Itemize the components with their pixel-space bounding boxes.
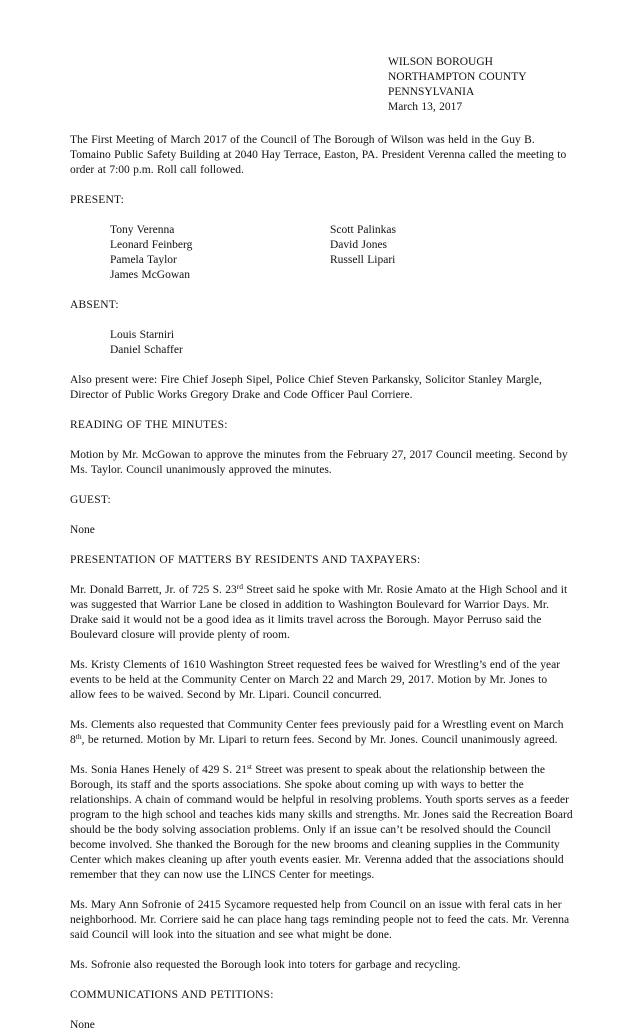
guest-heading: GUEST: (70, 494, 111, 506)
document-header (388, 55, 575, 115)
henely-text-post: Street was present to speak about the relationship between the Borough, its staff and the sports associations. She spoke about coming up with ways to better the relationships. A chain of command would be helpful in resolving problems. Youth sports serves as a feeder program to the high school and teaches kids many skills and strengths. Mr. Jones said the Recreation Board should be the body solving association problems. Only if an issue can’t be resolved should the Council become involved. She thanked the Borough for the new brooms and cleaning supplies in the Community Center which makes cleaning up after youth events easier. Mr. Verenna added that the associations should remember that they can now use the LINCS Center for meetings. (70, 764, 573, 881)
intro-paragraph: The First Meeting of March 2017 of the Council of The Borough of Wilson was held in the Guy B. Tomaino Public Safety Building at 2040 Hay Terrace, Easton, PA. President Verenna called the meeting to order at 7:00 p.m. Roll call followed. (70, 134, 567, 176)
guest-body: None (70, 524, 95, 536)
present-name: Leonard Feinberg (110, 239, 193, 251)
present-column-2 (330, 223, 550, 283)
reading-of-minutes-heading: READING OF THE MINUTES: (70, 419, 228, 431)
presentation-heading: PRESENTATION OF MATTERS BY RESIDENTS AND TAXPAYERS: (70, 554, 421, 566)
barrett-ordinal-suffix: rd (236, 582, 243, 591)
clements-paragraph-1: Ms. Kristy Clements of 1610 Washington Street requested fees be waived for Wrestling’s end of the year events to be held at the Community Center on March 22 and March 29, 2017. Motion by Mr. Jones to allow fees to be waived. Second by Mr. Lipari. Council concurred. (70, 659, 561, 701)
sofronie-paragraph-1: Ms. Mary Ann Sofronie of 2415 Sycamore requested help from Council on an issue with feral cats in her neighborhood. Mr. Corriere said he can place hang tags reminding people not to feed the cats. Mr. Verenna said Council will look into the situation and see what might be done. (70, 899, 570, 941)
present-name: Scott Palinkas (330, 224, 396, 236)
header-county: NORTHAMPTON COUNTY (388, 71, 527, 83)
header-date: March 13, 2017 (388, 101, 463, 113)
present-name: Russell Lipari (330, 254, 396, 266)
absent-name: Daniel Schaffer (110, 344, 183, 356)
clements2-ordinal-suffix: th (75, 732, 82, 741)
henely-text-pre: Ms. Sonia Hanes Henely of 429 S. 21 (70, 764, 247, 776)
present-name: James McGowan (110, 269, 191, 281)
also-present-paragraph: Also present were: Fire Chief Joseph Sipel, Police Chief Steven Parkansky, Solicitor Stanley Margle, Director of Public Works Gregory Drake and Code Officer Paul Corriere. (70, 374, 542, 401)
henely-ordinal-suffix: st (246, 762, 252, 771)
absent-heading: ABSENT: (70, 299, 119, 311)
present-name: David Jones (330, 239, 388, 251)
header-state: PENNSYLVANIA (388, 86, 475, 98)
present-name: Pamela Taylor (110, 254, 177, 266)
absent-names (110, 328, 575, 358)
barrett-paragraph (70, 583, 575, 643)
barrett-text-pre: Mr. Donald Barrett, Jr. of 725 S. 23 (70, 584, 237, 596)
present-names (110, 223, 575, 283)
absent-name: Louis Starniri (110, 329, 175, 341)
present-name: Tony Verenna (110, 224, 175, 236)
present-column-1 (110, 223, 330, 283)
present-heading: PRESENT: (70, 194, 125, 206)
sofronie-paragraph-2: Ms. Sofronie also requested the Borough look into toters for garbage and recycling. (70, 959, 461, 971)
clements2-text-post: , be returned. Motion by Mr. Lipari to return fees. Second by Mr. Jones. Council unanimously agreed. (81, 734, 558, 746)
barrett-text-post: Street said he spoke with Mr. Rosie Amato at the High School and it was suggested that Warrior Lane be closed in addition to Washington Boulevard for Warrior Days. Mr. Drake said it would not be a good idea as it limits travel across the Borough. Mayor Perruso said the Boulevard closure will provide plenty of room. (70, 584, 568, 641)
header-borough: WILSON BOROUGH (388, 56, 493, 68)
communications-heading: COMMUNICATIONS AND PETITIONS: (70, 989, 274, 1001)
clements2-text-pre: Ms. Clements also requested that Community Center fees previously paid for a Wrestling event on March 8 (70, 719, 564, 746)
reading-of-minutes-paragraph: Motion by Mr. McGowan to approve the minutes from the February 27, 2017 Council meeting. Second by Ms. Taylor. Council unanimously approved the minutes. (70, 449, 568, 476)
henely-paragraph (70, 763, 575, 883)
absent-column (110, 328, 330, 358)
communications-body: None (70, 1019, 95, 1031)
document-body (70, 55, 575, 1033)
clements-paragraph-2 (70, 718, 575, 748)
